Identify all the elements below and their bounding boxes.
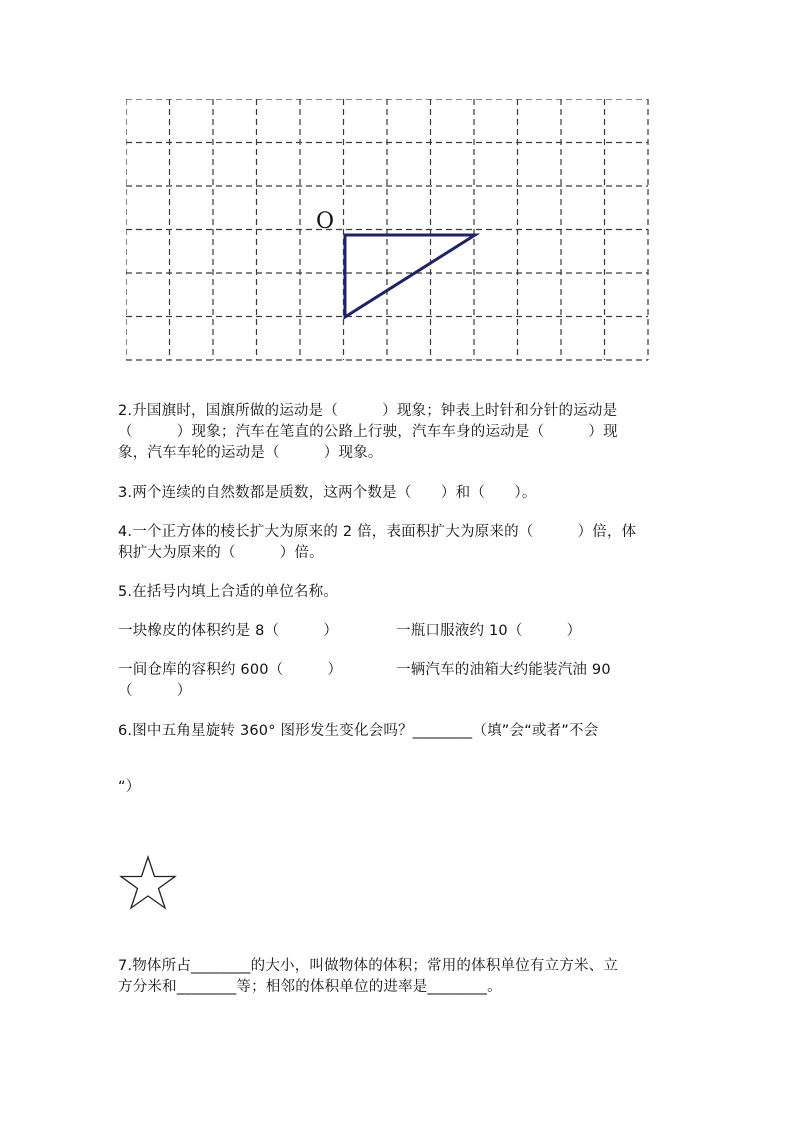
point-o-label: O [316, 209, 335, 234]
star-icon [121, 857, 175, 908]
q5-item-a: 一块橡皮的体积约是 8（ ） [118, 623, 339, 639]
q3-line-1: 3.两个连续的自然数都是质数，这两个数是（ ）和（ ）。 [118, 485, 537, 501]
q2-line-1: 2.升国旗时，国旗所做的运动是（ ）现象；钟表上时针和分针的运动是 [118, 403, 618, 419]
q5-item-c: 一间仓库的容积约 600（ ） [118, 662, 343, 678]
q6-line-1: 6.图中五角星旋转 360° 图形发生变化会吗？________（填”会“或者”不会 [118, 723, 599, 739]
q4-line-1: 4.一个正方体的棱长扩大为原来的 2 倍，表面积扩大为原来的（ ）倍，体 [118, 524, 637, 540]
q5-item-d-cont: （ ） [118, 683, 192, 699]
q7-line-2: 方分米和________等；相邻的体积单位的进率是________。 [118, 979, 502, 995]
q5-item-d: 一辆汽车的油箱大约能装汽油 90 [396, 662, 611, 678]
q6-line-2: “） [118, 779, 141, 795]
q2-line-3: 象，汽车车轮的运动是（ ）现象。 [118, 445, 383, 461]
q4-line-2: 积扩大为原来的（ ）倍。 [118, 545, 324, 561]
q7-line-1: 7.物体所占________的大小，叫做物体的体积；常用的体积单位有立方米、立 [118, 958, 619, 974]
triangle-shape [345, 235, 475, 317]
q5-item-b: 一瓶口服液约 10（ ） [396, 623, 582, 639]
dashed-grid [126, 99, 648, 360]
q2-line-2: （ ）现象；汽车在笔直的公路上行驶，汽车车身的运动是（ ）现 [118, 424, 618, 440]
five-point-star-figure [118, 855, 178, 913]
grid-figure [126, 99, 650, 365]
q5-title: 5.在括号内填上合适的单位名称。 [118, 584, 339, 600]
